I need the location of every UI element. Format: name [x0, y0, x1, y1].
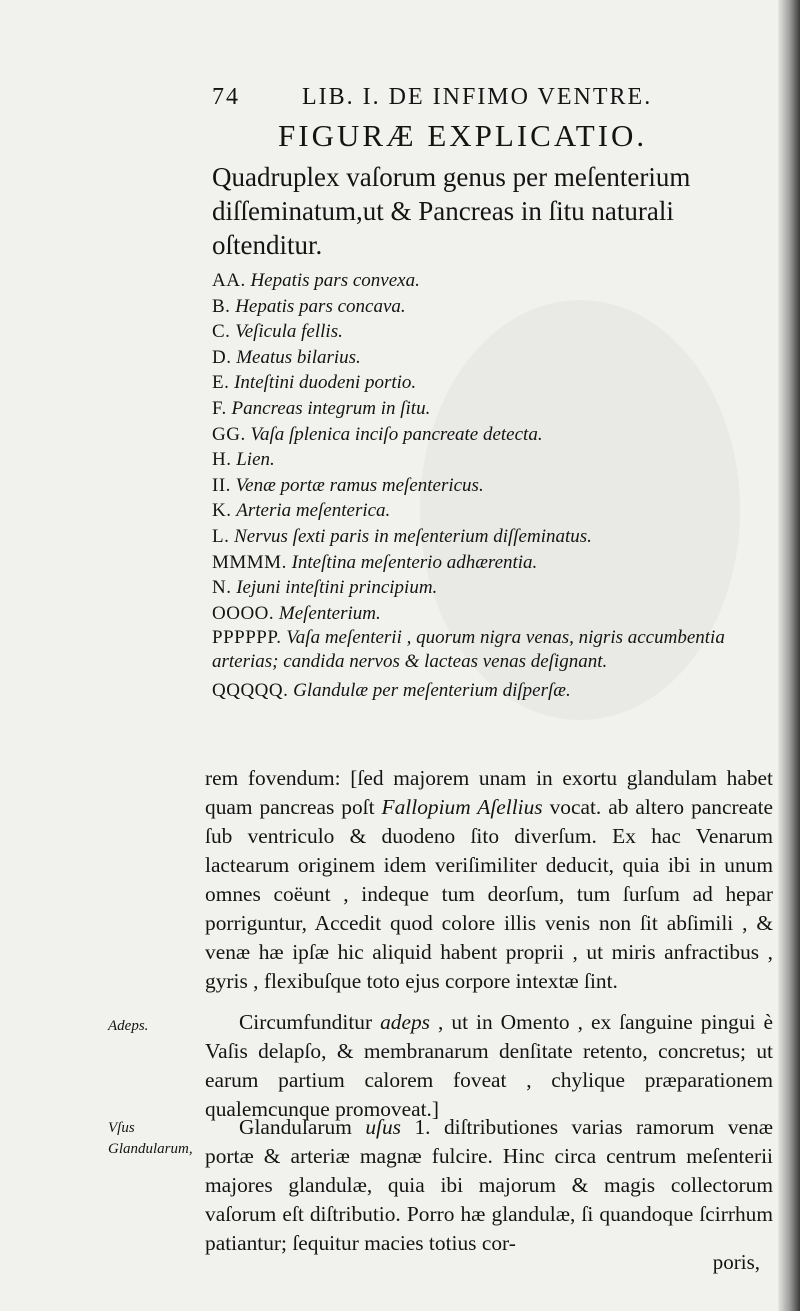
legend-item	[212, 575, 772, 601]
legend-item	[212, 498, 772, 524]
legend-item	[212, 447, 772, 473]
body-text-italic: uſus	[365, 1115, 401, 1139]
legend-key: B.	[212, 295, 231, 317]
legend-key: L.	[212, 525, 230, 547]
legend-key: II.	[212, 474, 231, 496]
legend-key: GG.	[212, 423, 246, 445]
legend-text: Vaſa meſenterii , quorum nigra venas, nigris accumbentia arterias; candida nervos & lacteas venas deſignant.	[212, 627, 725, 673]
body-paragraph-2	[205, 1008, 773, 1124]
legend-text: Veſicula fellis.	[235, 321, 343, 343]
legend-key: H.	[212, 449, 232, 471]
margin-note-usus: Vſus Glandularum,	[108, 1120, 193, 1157]
legend-text: Vaſa ſplenica inciſo pancreate detecta.	[250, 423, 543, 445]
figure-intro: Quadruplex vaſorum genus per meſenterium diſſeminatum,ut & Pancreas in ſitu naturali oſtenditur.	[212, 162, 691, 260]
running-title: LIB. I. DE INFIMO VENTRE.	[302, 84, 653, 110]
legend-item	[212, 422, 772, 448]
catchword: poris,	[712, 1250, 760, 1274]
legend-text: Arteria meſenterica.	[236, 500, 391, 522]
legend-key: K.	[212, 500, 232, 522]
legend-text: Pancreas integrum in ſitu.	[231, 397, 431, 419]
legend-text: Hepatis pars convexa.	[250, 270, 420, 291]
body-text-italic: adeps	[380, 1010, 430, 1034]
legend-text: Venæ portæ ramus meſentericus.	[235, 474, 484, 496]
legend-item	[212, 319, 772, 345]
page-number: 74	[212, 84, 240, 110]
legend-key: N.	[212, 577, 232, 599]
legend-text: Inteſtina meſenterio adhærentia.	[291, 551, 538, 573]
margin-note-adeps: Adeps.	[108, 1018, 149, 1034]
legend-text: Meatus bilarius.	[236, 346, 361, 368]
book-gutter-shadow	[778, 0, 800, 1311]
legend-key: MMMM.	[212, 551, 287, 573]
legend-text: Lien.	[236, 449, 275, 471]
legend-key: C.	[212, 321, 231, 343]
legend-item	[212, 678, 772, 704]
legend-key: OOOO.	[212, 602, 275, 624]
body-text-italic: Fallopium Aſellius	[381, 795, 543, 819]
legend-item	[212, 345, 772, 371]
legend-item	[212, 396, 772, 422]
legend-key: D.	[212, 346, 232, 368]
legend-item	[212, 524, 772, 550]
legend-text: Glandulæ per meſenterium diſperſæ.	[293, 680, 571, 702]
running-header	[212, 84, 672, 111]
legend-item	[212, 294, 772, 320]
body-text-segment: Circumfunditur	[239, 1010, 381, 1034]
legend-key: AA.	[212, 270, 246, 291]
body-text-segment: , ut in Omento , ex ſanguine pingui è Vaſis delapſo, & membranarum denſitate retento, concretus; ut earum partium calorem foveat , chylique præparationem qualemcunque promoveat.]	[205, 1010, 773, 1121]
body-text-segment: vocat. ab altero pancreate ſub ventriculo & duodeno ſito diverſum. Ex hac Venarum lactearum originem idem veriſimiliter deducit, quia ibi in unum omnes coëunt , indeque tum deorſum, tum ſurſum ad hepar porriguntur, Accedit quod colore illis venis non ſit abſimili , & venæ hæ ipſæ hic aliquid habent proprii , ut miris anfractibus , gyris , flexibuſque toto ejus corpore intextæ ſint.	[205, 795, 774, 993]
legend-item	[212, 550, 772, 576]
figure-legend	[212, 268, 772, 704]
legend-item	[212, 370, 772, 396]
figure-explanation-title: FIGURÆ EXPLICATIO.	[278, 118, 648, 153]
legend-key: F.	[212, 397, 227, 419]
legend-text: Inteſtini duodeni portio.	[234, 372, 417, 394]
body-text-segment: 1. diſtributiones varias ramorum venæ portæ & arteriæ magnæ fulcire. Hinc circa centrum meſenterii majores glandulæ, quia ibi majorum & magis collectorum vaſorum eſt diſtributio. Porro hæ glandulæ, ſi quandoque ſcirrhum patiantur; ſequitur macies totius cor-	[205, 1115, 773, 1255]
legend-item	[212, 626, 772, 674]
legend-key: PPPPPP.	[212, 627, 282, 649]
legend-text: Iejuni inteſtini principium.	[236, 577, 438, 599]
legend-text: Meſenterium.	[278, 602, 381, 624]
body-paragraph-1	[205, 764, 773, 996]
body-text-segment: Glandularum	[239, 1115, 366, 1139]
body-paragraph-3	[205, 1113, 773, 1258]
legend-key: E.	[212, 372, 230, 394]
legend-item	[212, 601, 772, 627]
body-text-segment: rem fovendum: [ſed majorem unam in exortu glandulam habet quam pancreas poſt	[205, 766, 773, 819]
legend-text: Hepatis pars concava.	[235, 295, 406, 317]
legend-text: Nervus ſexti paris in meſenterium diſſeminatus.	[234, 525, 592, 547]
legend-key: QQQQQ.	[212, 680, 289, 702]
legend-item	[212, 268, 772, 294]
legend-item	[212, 473, 772, 499]
